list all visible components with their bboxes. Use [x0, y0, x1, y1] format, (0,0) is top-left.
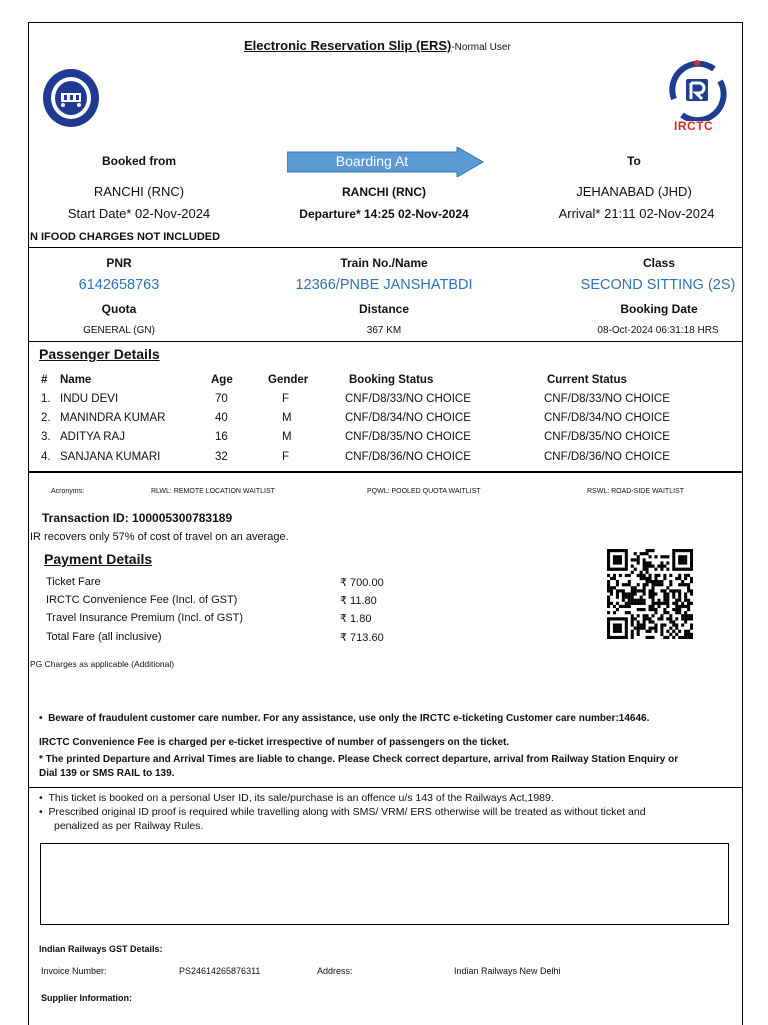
id-proof-notice-line2: penalized as per Railway Rules.	[54, 820, 204, 832]
convenience-fee-notice: IRCTC Convenience Fee is charged per e-ticket irrespective of number of passengers on the ticket.	[39, 737, 510, 748]
passenger-gender: F	[282, 393, 290, 405]
insurance-premium-label: Travel Insurance Premium (Incl. of GST)	[46, 612, 244, 624]
bullet-icon: •	[39, 806, 49, 818]
passenger-age: 40	[215, 412, 228, 424]
timing-notice-line2: Dial 139 or SMS RAIL to 139.	[39, 768, 175, 779]
pnr-number: 6142658763	[78, 277, 160, 293]
passenger-gender: M	[282, 431, 292, 443]
total-fare-label: Total Fare (all inclusive)	[46, 631, 162, 643]
passenger-number: 2.	[41, 412, 51, 424]
departure-time: Departure* 14:25 02-Nov-2024	[299, 207, 469, 221]
ticket-fare-amount: ₹ 700.00	[340, 577, 384, 589]
quota-label: Quota	[101, 302, 137, 316]
booking-date-value: 08-Oct-2024 06:31:18 HRS	[597, 325, 719, 336]
fraud-notice	[39, 713, 649, 724]
id-proof-notice-text: Prescribed original ID proof is required while travelling along with SMS/ VRM/ ERS otherwise will be treated as without ticket and	[48, 806, 646, 818]
passenger-booking-status: CNF/D8/36/NO CHOICE	[345, 451, 471, 463]
booked-from-label: Booked from	[101, 154, 176, 168]
train-label: Train No./Name	[340, 256, 428, 270]
boarding-at-label: Boarding At	[335, 153, 409, 169]
passenger-gender: M	[282, 412, 292, 424]
gst-details-title: Indian Railways GST Details:	[39, 944, 163, 954]
col-header-current-status: Current Status	[547, 374, 627, 386]
fraud-notice-text: Beware of fraudulent customer care number. For any assistance, use only the IRCTC e-ticketing Customer care number:14646.	[48, 713, 650, 724]
arrival-time: Arrival* 21:11 02-Nov-2024	[558, 206, 715, 221]
total-fare-amount: ₹ 713.60	[340, 632, 384, 644]
passenger-booking-status: CNF/D8/35/NO CHOICE	[345, 431, 471, 443]
passenger-name: INDU DEVI	[60, 393, 119, 405]
col-header-booking-status: Booking Status	[349, 374, 434, 386]
acronym-rswl: RSWL: ROAD-SIDE WAITLIST	[587, 488, 684, 495]
acronym-rlwl: RLWL: REMOTE LOCATION WAITLIST	[151, 488, 275, 495]
passenger-details-title: Passenger Details	[39, 346, 160, 362]
passenger-booking-status: CNF/D8/33/NO CHOICE	[345, 393, 471, 405]
passenger-booking-status: CNF/D8/34/NO CHOICE	[345, 412, 471, 424]
id-proof-notice	[39, 806, 646, 818]
ir-recovers-note: IR recovers only 57% of cost of travel on an average.	[30, 531, 289, 543]
ticket-fare-label: Ticket Fare	[46, 576, 101, 588]
divider	[29, 341, 742, 342]
divider	[29, 471, 742, 473]
class-value: SECOND SITTING (2S)	[580, 277, 736, 293]
bullet-icon: •	[39, 792, 49, 804]
passenger-age: 32	[215, 451, 228, 463]
indian-railways-logo	[41, 67, 101, 129]
supplier-info-label: Supplier Information:	[41, 993, 132, 1003]
passenger-number: 4.	[41, 451, 51, 463]
address-value: Indian Railways New Delhi	[454, 966, 561, 976]
col-header-name: Name	[60, 374, 92, 386]
passenger-current-status: CNF/D8/36/NO CHOICE	[544, 451, 670, 463]
boarding-station: RANCHI (RNC)	[342, 185, 426, 199]
passenger-name: MANINDRA KUMAR	[60, 412, 166, 424]
divider	[29, 787, 742, 788]
acronym-pqwl: PQWL: POOLED QUOTA WAITLIST	[367, 488, 481, 495]
pg-charges-note: PG Charges as applicable (Additional)	[30, 659, 175, 669]
acronyms-label: Acronyms:	[51, 488, 85, 495]
address-label: Address:	[317, 966, 353, 976]
to-label: To	[627, 154, 641, 168]
class-label: Class	[642, 256, 676, 270]
advertisement-box	[40, 843, 729, 925]
timing-notice-line1: * The printed Departure and Arrival Times are liable to change. Please Check correct departure, arrival from Railway Station Enquiry or	[39, 754, 679, 765]
payment-details-title: Payment Details	[44, 551, 153, 567]
insurance-premium-amount: ₹ 1.80	[340, 613, 372, 625]
pnr-label: PNR	[106, 256, 132, 270]
distance-label: Distance	[358, 302, 410, 316]
invoice-number-label: Invoice Number:	[41, 966, 107, 976]
boarding-arrow	[287, 147, 487, 177]
col-header-gender: Gender	[268, 374, 309, 386]
to-station: JEHANABAD (JHD)	[576, 184, 692, 199]
ers-page	[28, 22, 743, 1025]
passenger-number: 1.	[41, 393, 51, 405]
transaction-id: Transaction ID: 100005300783189	[42, 511, 233, 525]
irctc-label: IRCTC	[674, 119, 714, 133]
start-date: Start Date* 02-Nov-2024	[67, 206, 211, 221]
ers-subtitle: -Normal User	[451, 42, 511, 53]
col-header-age: Age	[211, 374, 233, 386]
passenger-current-status: CNF/D8/33/NO CHOICE	[544, 393, 670, 405]
distance-value: 367 KM	[366, 325, 402, 336]
divider	[29, 247, 742, 248]
passenger-age: 70	[215, 393, 228, 405]
booking-date-label: Booking Date	[620, 302, 698, 316]
passenger-name: ADITYA RAJ	[60, 431, 125, 443]
convenience-fee-amount: ₹ 11.80	[340, 595, 377, 607]
personal-id-notice-text: This ticket is booked on a personal User ID, its sale/purchase is an offence u/s 143 of the Railways Act,1989.	[48, 792, 554, 804]
personal-id-notice	[39, 792, 554, 804]
from-station: RANCHI (RNC)	[93, 184, 185, 199]
irctc-logo	[662, 59, 732, 135]
food-charges-note: N IFOOD CHARGES NOT INCLUDED	[30, 231, 221, 243]
passenger-name: SANJANA KUMARI	[60, 451, 161, 463]
train-name: 12366/PNBE JANSHATBDI	[295, 277, 473, 293]
bullet-icon: •	[39, 713, 49, 724]
quota-value: GENERAL (GN)	[83, 325, 155, 336]
ers-title-line	[244, 38, 511, 53]
passenger-current-status: CNF/D8/35/NO CHOICE	[544, 431, 670, 443]
invoice-number-value: PS24614265876311	[179, 966, 261, 976]
passenger-current-status: CNF/D8/34/NO CHOICE	[544, 412, 670, 424]
qr-code-icon	[607, 549, 693, 639]
passenger-gender: F	[282, 451, 290, 463]
passenger-age: 16	[215, 431, 228, 443]
convenience-fee-label: IRCTC Convenience Fee (Incl. of GST)	[46, 594, 238, 606]
col-header-number: #	[41, 374, 48, 386]
ers-title: Electronic Reservation Slip (ERS)	[244, 38, 452, 53]
passenger-number: 3.	[41, 431, 51, 443]
